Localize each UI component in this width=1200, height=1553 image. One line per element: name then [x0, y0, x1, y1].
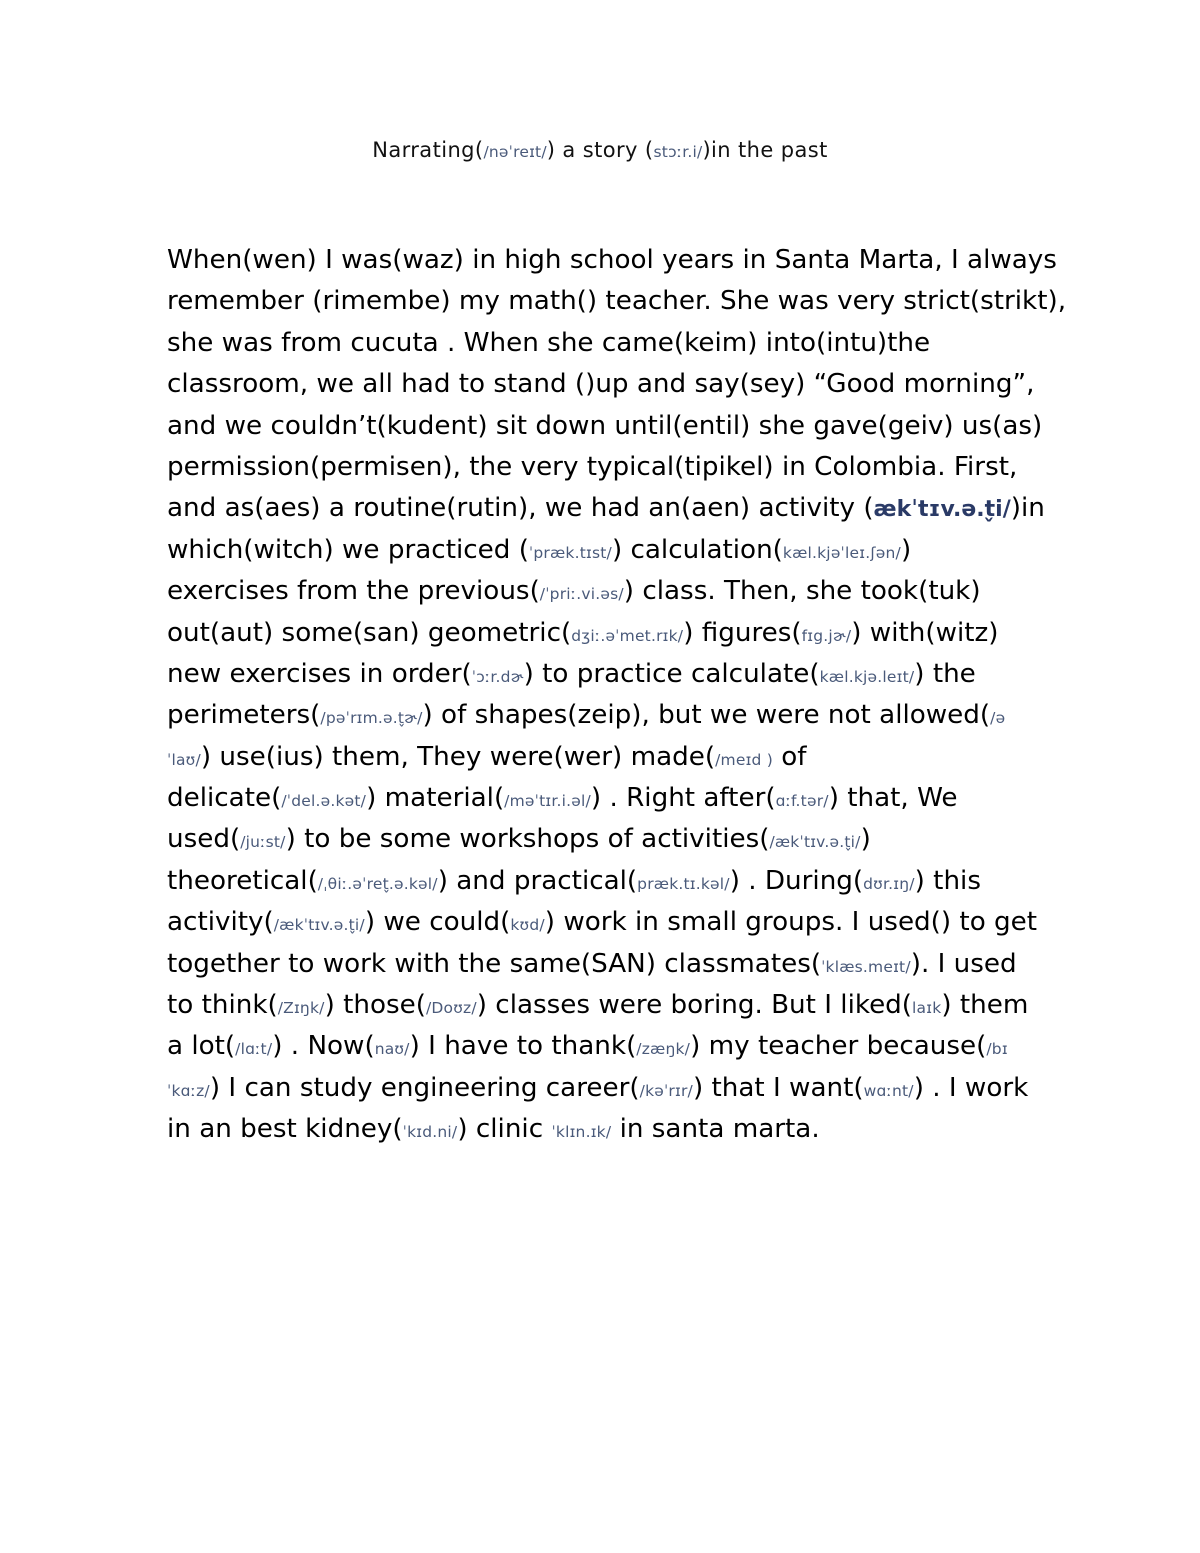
ipa-transcription: /ˈdel.ə.kət/ — [281, 792, 367, 811]
paragraph-line — [167, 778, 1067, 819]
paragraph-line — [167, 819, 1067, 860]
paragraph-line — [167, 447, 1067, 488]
ipa-transcription: kæl.kjəˈleɪ.ʃən/ — [782, 543, 901, 562]
ipa-transcription: præk.tɪ.kəl/ — [637, 874, 730, 893]
ipa-transcription: /Doʊz/ — [425, 999, 477, 1018]
title-text: Narrating( — [372, 138, 484, 162]
body-text: ) I can study engineering career( — [209, 1072, 640, 1103]
body-text: ) to practice calculate( — [523, 658, 820, 689]
title-ipa: /nəˈreɪt/ — [483, 143, 547, 161]
body-text: ) to be some workshops of activities( — [285, 824, 770, 855]
paragraph-line — [167, 281, 1067, 322]
ipa-transcription: dʒiː.əˈmet.rɪk/ — [571, 626, 684, 645]
body-text: )in — [1010, 493, 1045, 524]
paragraph-line — [167, 985, 1067, 1026]
ipa-transcription: ˈkɑːz/ — [167, 1081, 210, 1100]
body-text: and as(aes) a routine(rutin), we had an(aen) activity ( — [167, 493, 874, 524]
paragraph-line — [167, 695, 1067, 736]
ipa-transcription: ˈklɪn.ɪk/ — [551, 1123, 612, 1142]
body-text: she was from cucuta . When she came(keim) into(intu)the — [167, 327, 931, 358]
ipa-transcription: /zæŋk/ — [636, 1040, 691, 1059]
paragraph-line — [167, 861, 1067, 902]
paragraph-line — [167, 1068, 1067, 1109]
paragraph-line — [167, 944, 1067, 985]
ipa-transcription: /ækˈtɪv.ə.t̬i/ — [769, 833, 861, 852]
body-text: ) . Now( — [272, 1031, 375, 1062]
ipa-transcription: naʊ/ — [374, 1040, 410, 1059]
body-text: ) . During( — [729, 865, 864, 896]
body-text: ) work in small groups. I used() to get — [544, 907, 1038, 938]
body-text: exercises from the previous( — [167, 576, 540, 607]
ipa-transcription: /ˌθiː.əˈret̬.ə.kəl/ — [317, 874, 438, 893]
paragraph-line — [167, 323, 1067, 364]
body-text: ) my teacher because( — [690, 1031, 987, 1062]
ipa-transcription-bold: ækˈtɪv.ə.t̬i/ — [873, 497, 1011, 523]
body-text: ) we could( — [364, 907, 511, 938]
body-text: permission(permisen), the very typical(tipikel) in Colombia. First, — [167, 451, 1018, 482]
body-text: out(aut) some(san) geometric( — [167, 617, 572, 648]
body-text: classroom, we all had to stand ()up and say(sey) “Good morning”, — [167, 369, 1035, 400]
paragraph-line — [167, 530, 1067, 571]
body-text: and we couldn’t(kudent) sit down until(entil) she gave(geiv) us(as) — [167, 410, 1043, 441]
body-text: of — [772, 741, 807, 772]
story-paragraph — [167, 240, 1067, 1151]
title-ipa: stɔːr.i/ — [653, 143, 703, 161]
paragraph-line — [167, 1026, 1067, 1067]
body-text: ). I used — [910, 948, 1017, 979]
ipa-transcription: fɪg.jɚ/ — [801, 626, 852, 645]
ipa-transcription: wɑːnt/ — [863, 1081, 914, 1100]
body-text: ) clinic — [457, 1114, 552, 1145]
body-text: together to work with the same(SAN) classmates( — [167, 948, 822, 979]
ipa-transcription: ˈkɪd.ni/ — [402, 1123, 458, 1142]
body-text: ) that, We — [828, 783, 958, 814]
paragraph-line — [167, 1109, 1067, 1150]
body-text: ) figures( — [683, 617, 802, 648]
paragraph-line — [167, 488, 1067, 529]
ipa-transcription: /ə — [990, 709, 1006, 728]
paragraph-line — [167, 902, 1067, 943]
body-text: activity( — [167, 907, 274, 938]
paragraph-line — [167, 571, 1067, 612]
paragraph-line — [167, 613, 1067, 654]
body-text: ) with(witz) — [851, 617, 999, 648]
paragraph-line — [167, 240, 1067, 281]
paragraph-line — [167, 737, 1067, 778]
ipa-transcription: kʊd/ — [510, 916, 545, 935]
body-text: ) that I want( — [692, 1072, 864, 1103]
body-text: ) — [900, 534, 912, 565]
body-text: ) classes were boring. But I liked( — [476, 990, 913, 1021]
body-text: ) those( — [324, 990, 426, 1021]
body-text: ) I have to thank( — [409, 1031, 637, 1062]
body-text: When(wen) I was(waz) in high school years in Santa Marta, I always — [167, 245, 1057, 275]
body-text: ) use(ius) them, They were(wer) made( — [200, 741, 716, 772]
paragraph-line — [167, 406, 1067, 447]
ipa-transcription: /ækˈtɪv.ə.t̬i/ — [273, 916, 365, 935]
ipa-transcription: /bɪ — [986, 1040, 1008, 1059]
body-text: ) them — [941, 990, 1029, 1021]
body-text: which(witch) we practiced ( — [167, 534, 529, 565]
body-text: perimeters( — [167, 700, 321, 731]
ipa-transcription: /juːst/ — [240, 833, 286, 852]
paragraph-line — [167, 654, 1067, 695]
ipa-transcription: ˈpræk.tɪst/ — [528, 543, 612, 562]
ipa-transcription: /kəˈrɪr/ — [639, 1081, 693, 1100]
body-text: ) . Right after( — [590, 783, 776, 814]
ipa-transcription: laɪk — [912, 999, 942, 1018]
ipa-transcription: /Zɪŋk/ — [277, 999, 325, 1018]
ipa-transcription: /meɪd ) — [715, 750, 773, 769]
body-text: ) the — [914, 658, 976, 689]
body-text: ) of shapes(zeip), but we were not allowed( — [422, 700, 991, 731]
body-text: in santa marta. — [611, 1114, 820, 1145]
ipa-transcription: /lɑːt/ — [235, 1040, 273, 1059]
body-text: ) — [860, 824, 871, 855]
body-text: ) . I work — [913, 1072, 1029, 1103]
body-text: ) calculation( — [611, 534, 783, 565]
ipa-transcription: kæl.kjə.leɪt/ — [819, 667, 915, 686]
ipa-transcription: ˈɔːr.dɚ — [471, 667, 524, 686]
ipa-transcription: ˈklæs.meɪt/ — [821, 957, 911, 976]
body-text: remember (rimembe) my math() teacher. She was very strict(strikt), — [167, 286, 1067, 317]
ipa-transcription: ˈlaʊ/ — [167, 750, 201, 769]
body-text: new exercises in order( — [167, 658, 472, 689]
body-text: ) material( — [366, 783, 505, 814]
body-text: used( — [167, 824, 241, 855]
ipa-transcription: /ˈpriː.vi.əs/ — [539, 585, 624, 604]
document-title — [0, 138, 1200, 162]
body-text: ) this — [914, 865, 981, 896]
ipa-transcription: /məˈtɪr.i.əl/ — [504, 792, 591, 811]
body-text: theoretical( — [167, 865, 318, 896]
body-text: delicate( — [167, 783, 282, 814]
body-text: ) class. Then, she took(tuk) — [623, 576, 981, 607]
ipa-transcription: dʊr.ɪŋ/ — [863, 874, 915, 893]
ipa-transcription: /pəˈrɪm.ə.t̬ɚ/ — [320, 709, 423, 728]
title-text: ) a story ( — [546, 138, 654, 162]
body-text: a lot( — [167, 1031, 236, 1062]
body-text: ) and practical( — [437, 865, 638, 896]
paragraph-line — [167, 364, 1067, 405]
ipa-transcription: ɑːf.tər/ — [775, 792, 829, 811]
body-text: in an best kidney( — [167, 1114, 403, 1145]
title-text: )in the past — [702, 138, 828, 162]
body-text: to think( — [167, 990, 278, 1021]
